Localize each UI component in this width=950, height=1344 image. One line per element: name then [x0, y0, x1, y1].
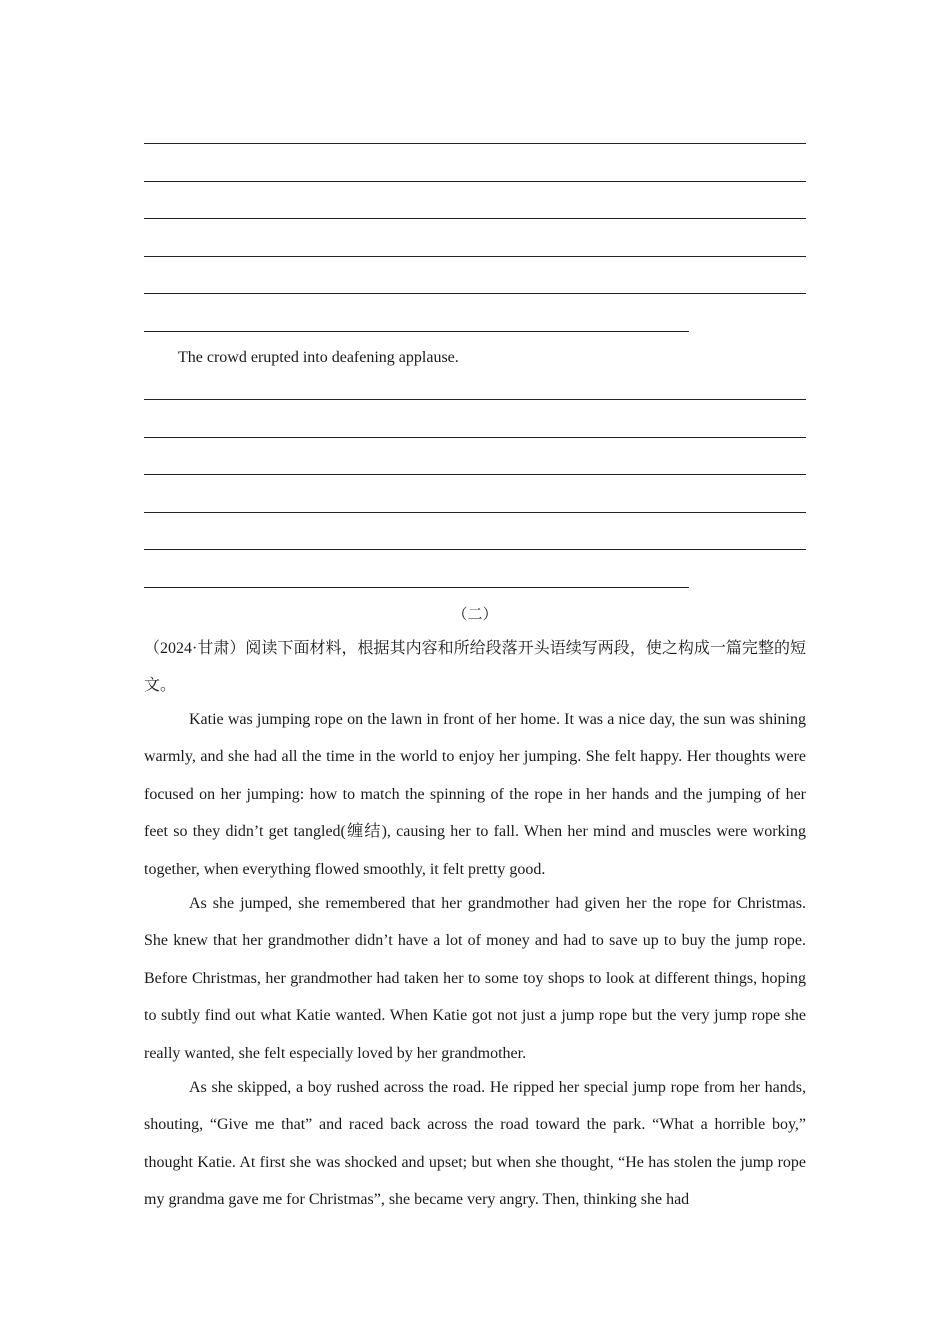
writing-line — [144, 549, 806, 550]
writing-line — [144, 143, 806, 144]
writing-line — [144, 512, 806, 513]
writing-line — [144, 293, 806, 294]
writing-line — [144, 399, 806, 400]
writing-line — [144, 218, 806, 219]
section-heading: （二） — [452, 607, 498, 623]
story-paragraph: As she jumped, she remembered that her grandmother had given her the rope for Christmas. She knew that her grandmother didn’t have a lot of money and had to save up to buy the jump rope. Before Christmas, her grandmother had taken her to some toy shops to look at different things, hoping to subtly find out what Katie wanted. When Katie got not just a jump rope but the very jump rope she really wanted, she felt especially loved by her grandmother. — [144, 895, 806, 1062]
story-paragraph: As she skipped, a boy rushed across the road. He ripped her special jump rope from her hands, shouting, “Give me that” and raced back across the road toward the park. “What a horrible boy,” thought Katie. At first she was shocked and upset; but when she thought, “He has stolen the jump rope my grandma gave me for Christmas”, she became very angry. Then, thinking she had — [144, 1079, 806, 1209]
writing-line — [144, 474, 806, 475]
writing-line — [144, 437, 806, 438]
writing-line — [144, 181, 806, 182]
writing-line — [144, 587, 689, 588]
story-paragraph: Katie was jumping rope on the lawn in front of her home. It was a nice day, the sun was shining warmly, and she had all the time in the world to enjoy her jumping. She felt happy. Her thoughts were focused on her jumping: how to match the spinning of the rope in her hands and the jumping of her feet so they didn’t get tangled(缠结), causing her to fall. When her mind and muscles were working together, when everything flowed smoothly, it felt pretty good. — [144, 711, 806, 878]
paragraph-opener: The crowd erupted into deafening applause. — [178, 349, 459, 366]
writing-line — [144, 256, 806, 257]
writing-line — [144, 331, 689, 332]
task-instruction: （2024·甘肃）阅读下面材料，根据其内容和所给段落开头语续写两段，使之构成一篇完整的短文。 — [144, 640, 806, 694]
